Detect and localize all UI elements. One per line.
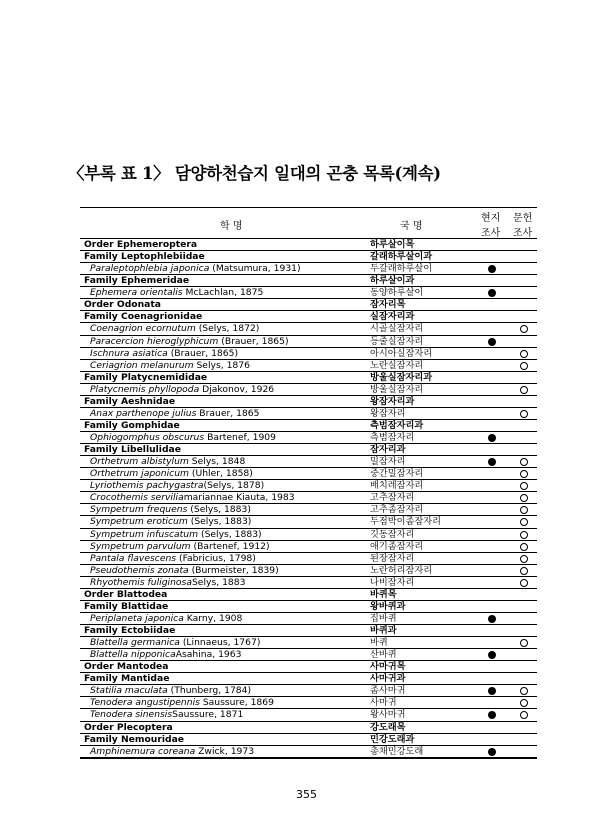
scientific-name (90, 492, 295, 503)
scientific-name (90, 408, 259, 419)
family-row (80, 396, 537, 408)
family-row (80, 444, 537, 456)
korean-name: 산바퀴 (370, 649, 397, 661)
korean-name: 사마귀과 (370, 673, 406, 685)
header-literature-survey-1: 문헌 (513, 213, 533, 224)
scientific-name: Family Leptophlebiidae (84, 251, 205, 263)
species-name: Tenodera angustipennis (90, 697, 200, 709)
order-row (80, 239, 537, 251)
author: Zwick, 1973 (195, 745, 255, 757)
korean-name: 하루살이목 (370, 239, 415, 250)
species-name: Ceriagrion melanurum (90, 359, 194, 371)
literature-survey-open-circle-icon (520, 386, 528, 394)
header-korean-name: 국 명 (400, 221, 423, 232)
species-name: Platycnemis phyllopoda (90, 383, 200, 395)
scientific-name: Family Ephemeridae (84, 275, 190, 287)
scientific-name (90, 541, 270, 552)
literature-survey-open-circle-icon (520, 639, 528, 647)
scientific-name: Order Odonata (84, 299, 161, 311)
field-survey-filled-circle-icon (488, 338, 496, 346)
species-row (80, 480, 537, 492)
order-row (80, 661, 537, 673)
author: (Bartenef, 1912) (190, 540, 270, 552)
scientific-name: Order Blattodea (84, 588, 168, 600)
species-row (80, 529, 537, 541)
literature-survey-open-circle-icon (520, 458, 528, 466)
species-row (80, 336, 537, 348)
scientific-name: Order Plecoptera (84, 721, 173, 733)
family-row (80, 673, 537, 685)
species-row (80, 637, 537, 649)
author: Karny, 1908 (183, 612, 243, 624)
species-row (80, 432, 537, 444)
korean-name: 좀사마귀 (370, 685, 406, 697)
author: McLachlan, 1875 (182, 287, 264, 299)
page-number: 355 (296, 788, 317, 801)
literature-survey-open-circle-icon (520, 362, 528, 370)
species-row (80, 709, 537, 721)
scientific-name: Order Ephemeroptera (84, 239, 198, 250)
scientific-name (90, 468, 253, 479)
literature-survey-open-circle-icon (520, 687, 528, 695)
field-survey-filled-circle-icon (488, 265, 496, 273)
korean-name: 총채민강도래 (370, 745, 424, 757)
species-name: Blattella germanica (90, 637, 180, 649)
header-field-survey-2: 조사 (481, 228, 501, 239)
species-name: Ophiogomphus obscurus (90, 432, 205, 443)
literature-survey-open-circle-icon (520, 470, 528, 478)
korean-name: 방울실잠자리과 (370, 371, 433, 383)
species-name: Lyriothemis pachygastra (90, 480, 204, 492)
family-row (80, 625, 537, 637)
species-row (80, 649, 537, 661)
scientific-name (90, 287, 263, 298)
korean-name: 사마귀 (370, 697, 397, 709)
korean-name: 하루살이과 (370, 275, 415, 287)
scientific-name (90, 516, 251, 527)
korean-name: 방울실잠자리 (370, 383, 424, 395)
scientific-name: Family Blattidae (84, 600, 169, 612)
korean-name: 강도래목 (370, 721, 406, 733)
family-row (80, 311, 537, 323)
korean-name: 사마귀목 (370, 661, 406, 673)
species-row (80, 565, 537, 577)
korean-name: 밀잠자리 (370, 456, 406, 468)
species-name: Orthetrum albistylum (90, 456, 189, 468)
species-name: Anax parthenope julius (90, 407, 197, 419)
order-row (80, 722, 537, 734)
scientific-name: Family Nemouridae (84, 733, 185, 745)
korean-name: 측범잠자리과 (370, 419, 424, 431)
literature-survey-open-circle-icon (520, 699, 528, 707)
literature-survey-open-circle-icon (520, 531, 528, 539)
korean-name: 시골실잠자리 (370, 323, 424, 335)
header-scientific-name: 학 명 (220, 221, 243, 232)
korean-name: 고추잠자리 (370, 492, 415, 504)
korean-name: 두점박이좀잠자리 (370, 516, 442, 528)
korean-name: 잠자리목 (370, 299, 406, 311)
korean-name: 등줄실잠자리 (370, 335, 424, 347)
author: Brauer, 1865 (196, 407, 260, 419)
korean-name: 왕잠자리 (370, 407, 406, 419)
literature-survey-open-circle-icon (520, 410, 528, 418)
korean-name: 노란실잠자리 (370, 359, 424, 371)
korean-name: 고추좀잠자리 (370, 504, 424, 516)
species-row (80, 553, 537, 565)
scientific-name (90, 637, 260, 648)
scientific-name: Family Platycnemididae (84, 371, 208, 383)
scientific-name (90, 746, 254, 757)
species-row (80, 360, 537, 372)
field-survey-filled-circle-icon (488, 687, 496, 695)
scientific-name: Family Libellulidae (84, 444, 181, 456)
korean-name: 중간밀잠자리 (370, 468, 424, 480)
species-name: Pantala flavescens (90, 552, 177, 564)
korean-name: 실잠자리과 (370, 311, 415, 323)
korean-name: 민강도래과 (370, 733, 415, 745)
family-row (80, 251, 537, 263)
species-name: Paraleptophlebia japonica (90, 263, 210, 275)
species-row (80, 516, 537, 528)
scientific-name (90, 565, 279, 576)
family-row (80, 275, 537, 287)
species-name: Statilia maculata (90, 685, 168, 697)
scientific-name (90, 336, 289, 347)
author: (Brauer, 1865) (218, 335, 289, 347)
scientific-name: Order Mantodea (84, 661, 169, 673)
author: (Selys, 1872) (195, 323, 260, 335)
scientific-name: Family Mantidae (84, 673, 170, 685)
scientific-name (90, 613, 242, 624)
korean-name: 애기좀잠자리 (370, 540, 424, 552)
scientific-name (90, 577, 245, 588)
species-name: Sympetrum eroticum (90, 516, 188, 528)
korean-name: 배치레잠자리 (370, 480, 424, 492)
scientific-name: Family Coenagrionidae (84, 311, 203, 323)
korean-name: 왕잠자리과 (370, 395, 415, 407)
species-name: Ischnura asiatica (90, 347, 168, 359)
scientific-name (90, 432, 276, 443)
species-name: Ephemera orientalis (90, 287, 183, 299)
insect-list-table (80, 207, 537, 759)
species-name: Sympetrum frequens (90, 504, 188, 516)
korean-name: 바퀴 (370, 637, 388, 649)
species-row (80, 287, 537, 299)
scientific-name: Family Aeshnidae (84, 395, 176, 407)
field-survey-filled-circle-icon (488, 458, 496, 466)
field-survey-filled-circle-icon (488, 434, 496, 442)
author: Selys, 1848 (188, 456, 246, 468)
species-row (80, 408, 537, 420)
species-name: Coenagrion ecornutum (90, 323, 196, 335)
order-row (80, 589, 537, 601)
scientific-name (90, 263, 301, 274)
family-row (80, 601, 537, 613)
literature-survey-open-circle-icon (520, 579, 528, 587)
species-name: Sympetrum parvulum (90, 540, 191, 552)
literature-survey-open-circle-icon (520, 555, 528, 563)
korean-name: 바퀴과 (370, 625, 397, 636)
family-row (80, 734, 537, 746)
korean-name: 왕사마귀 (370, 709, 406, 721)
species-row (80, 504, 537, 516)
scientific-name (90, 709, 243, 720)
scientific-name: Family Gomphidae (84, 419, 180, 431)
species-row (80, 697, 537, 709)
author: (Fabricius, 1798) (176, 552, 256, 564)
species-row (80, 384, 537, 396)
author: (Uhler, 1858) (189, 468, 253, 480)
author: (Selys, 1878) (203, 480, 265, 492)
species-name: Sympetrum infuscatum (90, 528, 199, 540)
species-row (80, 323, 537, 335)
species-row (80, 577, 537, 589)
species-name: Amphinemura coreana (90, 745, 196, 757)
korean-name: 두갈래하루살이 (370, 263, 433, 275)
species-name: Crocothemis servilia (90, 492, 184, 504)
korean-name: 깃동잠자리 (370, 528, 415, 540)
korean-name: 나비잠자리 (370, 576, 415, 588)
species-name: Blattella nipponica (90, 649, 176, 661)
field-survey-filled-circle-icon (488, 711, 496, 719)
author: Selys, 1883 (191, 576, 246, 588)
header-literature-survey-2: 조사 (513, 228, 533, 239)
korean-name: 집바퀴 (370, 612, 397, 624)
korean-name: 바퀴목 (370, 588, 397, 600)
author: (Selys, 1883) (187, 504, 251, 516)
table-title: 〈부록 표 1〉 담양하천습지 일대의 곤충 목록(계속) (68, 164, 441, 183)
author: (Burmeister, 1839) (188, 564, 279, 576)
scientific-name (90, 504, 251, 515)
scientific-name (90, 456, 245, 467)
scientific-name (90, 697, 274, 708)
literature-survey-open-circle-icon (520, 325, 528, 333)
scientific-name (90, 348, 238, 359)
author: (Matsumura, 1931) (209, 263, 301, 275)
scientific-name (90, 323, 259, 334)
author: Selys, 1876 (193, 359, 250, 371)
scientific-name: Family Ectobiidae (84, 625, 176, 636)
species-row (80, 613, 537, 625)
author: Saussure, 1869 (199, 697, 274, 709)
literature-survey-open-circle-icon (520, 482, 528, 490)
literature-survey-open-circle-icon (520, 543, 528, 551)
korean-name: 아시아실잠자리 (370, 347, 433, 359)
field-survey-filled-circle-icon (488, 615, 496, 623)
scientific-name (90, 360, 250, 371)
header-field-survey-1: 현지 (481, 213, 501, 224)
author: (Brauer, 1865) (167, 347, 239, 359)
korean-name: 노란허리잠자리 (370, 564, 433, 576)
author: (Linnaeus, 1767) (179, 637, 261, 649)
field-survey-filled-circle-icon (488, 651, 496, 659)
species-name: Orthetrum japonicum (90, 468, 189, 480)
literature-survey-open-circle-icon (520, 506, 528, 514)
korean-name: 왕바퀴과 (370, 600, 406, 612)
species-row (80, 746, 537, 758)
order-row (80, 299, 537, 311)
field-survey-filled-circle-icon (488, 289, 496, 297)
species-row (80, 348, 537, 360)
species-name: Periplaneta japonica (90, 612, 184, 624)
scientific-name (90, 649, 241, 660)
species-row (80, 456, 537, 468)
scientific-name (90, 384, 274, 395)
author: (Thunberg, 1784) (167, 685, 252, 697)
scientific-name (90, 480, 264, 491)
species-row (80, 468, 537, 480)
species-row (80, 263, 537, 275)
author: mariannae Kiauta, 1983 (183, 492, 295, 504)
korean-name: 갈래하루살이과 (370, 251, 433, 263)
korean-name: 된장잠자리 (370, 552, 415, 564)
species-name: Rhyothemis fuliginosa (90, 576, 192, 588)
table-header (80, 208, 537, 239)
species-name: Paracercion hieroglyphicum (90, 335, 219, 347)
literature-survey-open-circle-icon (520, 518, 528, 526)
author: Djakonov, 1926 (199, 383, 275, 395)
scientific-name (90, 685, 251, 696)
species-name: Tenodera sinensis (90, 709, 173, 721)
species-name: Pseudothemis zonata (90, 564, 189, 576)
author: Bartenef, 1909 (204, 432, 276, 443)
species-row (80, 685, 537, 697)
scientific-name (90, 553, 256, 564)
family-row (80, 372, 537, 384)
table-body (80, 239, 537, 758)
author: (Selys, 1883) (198, 528, 262, 540)
author: Saussure, 1871 (172, 709, 244, 721)
family-row (80, 420, 537, 432)
korean-name: 동양하루살이 (370, 287, 424, 299)
literature-survey-open-circle-icon (520, 350, 528, 358)
field-survey-filled-circle-icon (488, 748, 496, 756)
literature-survey-open-circle-icon (520, 711, 528, 719)
author: (Selys, 1883) (187, 516, 252, 528)
korean-name: 측범잠자리 (370, 432, 415, 443)
korean-name: 잠자리과 (370, 444, 406, 456)
species-row (80, 541, 537, 553)
literature-survey-open-circle-icon (520, 567, 528, 575)
species-row (80, 492, 537, 504)
literature-survey-open-circle-icon (520, 494, 528, 502)
author: Asahina, 1963 (175, 649, 242, 661)
scientific-name (90, 529, 262, 540)
